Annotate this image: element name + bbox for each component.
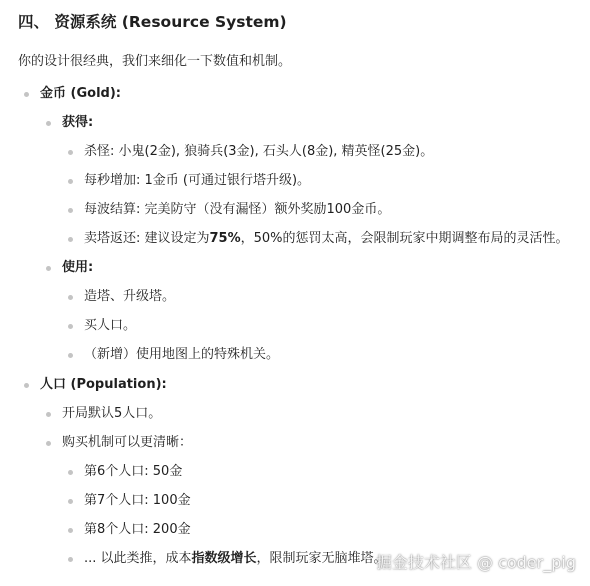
list-item xyxy=(40,433,588,569)
bullet-icon xyxy=(68,557,73,562)
list-item-text: 开局默认5人口。 xyxy=(62,406,162,421)
gold-item xyxy=(18,84,588,365)
list-item xyxy=(40,404,588,424)
bullet-icon xyxy=(68,295,73,300)
intro-paragraph: 你的设计很经典，我们来细化一下数值和机制。 xyxy=(18,54,292,69)
sell-prefix: 卖塔返还: 建议设定为 xyxy=(84,231,210,246)
sell-suffix: ，50%的惩罚太高，会限制玩家中期调整布局的灵活性。 xyxy=(240,231,569,246)
list-item xyxy=(62,287,588,307)
growth-suffix: ，限制玩家无脑堆塔。 xyxy=(256,551,387,566)
list-item xyxy=(62,171,588,191)
list-item-text: 每波结算: 完美防守（没有漏怪）额外奖励100金币。 xyxy=(84,202,391,217)
list-item xyxy=(62,345,588,365)
bullet-icon xyxy=(46,441,51,446)
bullet-icon xyxy=(68,237,73,242)
watermark: 掘金技术社区 @ coder_pig xyxy=(375,553,576,572)
bullet-icon xyxy=(68,470,73,475)
population-item xyxy=(18,375,588,569)
list-item xyxy=(62,200,588,220)
bullet-icon xyxy=(24,383,29,388)
list-item-text xyxy=(84,229,588,249)
sell-percentage: 75% xyxy=(209,231,241,246)
list-item-text: 第6个人口: 50金 xyxy=(84,464,183,479)
gold-title: 金币 (Gold): xyxy=(40,86,121,101)
list-item-text: 每秒增加: 1金币 (可通过银行塔升级)。 xyxy=(84,173,311,188)
population-title: 人口 (Population): xyxy=(40,377,167,392)
gold-use-list xyxy=(62,287,588,365)
document xyxy=(18,8,588,569)
resource-list xyxy=(18,84,588,569)
gold-obtain-item xyxy=(40,113,588,249)
bullet-icon xyxy=(68,353,73,358)
bullet-icon xyxy=(68,528,73,533)
bullet-icon xyxy=(46,266,51,271)
list-item xyxy=(62,462,588,482)
gold-use-item xyxy=(40,258,588,365)
list-item-text: 第7个人口: 100金 xyxy=(84,493,191,508)
growth-emphasis: 指数级增长 xyxy=(191,551,257,566)
bullet-icon xyxy=(46,121,51,126)
bullet-icon xyxy=(68,324,73,329)
growth-prefix: ... 以此类推，成本 xyxy=(84,551,192,566)
gold-sublist xyxy=(40,113,588,365)
population-sublist xyxy=(40,404,588,569)
gold-obtain-list xyxy=(62,142,588,249)
list-item-text: 第8个人口: 200金 xyxy=(84,522,191,537)
bullet-icon xyxy=(68,150,73,155)
bullet-icon xyxy=(24,92,29,97)
section-heading: 四、 资源系统 (Resource System) xyxy=(18,13,287,31)
bullet-icon xyxy=(68,499,73,504)
list-item-text: 杀怪: 小鬼(2金), 狼骑兵(3金), 石头人(8金), 精英怪(25金)。 xyxy=(84,144,434,159)
bullet-icon xyxy=(68,208,73,213)
list-item xyxy=(62,229,588,249)
list-item-text: 造塔、升级塔。 xyxy=(84,289,176,304)
list-item-text: （新增）使用地图上的特殊机关。 xyxy=(84,347,280,362)
list-item-text: 买人口。 xyxy=(84,318,137,333)
bullet-icon xyxy=(46,412,51,417)
list-item xyxy=(62,316,588,336)
list-item-text: 购买机制可以更清晰： xyxy=(62,435,193,450)
gold-obtain-title: 获得: xyxy=(62,115,94,130)
list-item xyxy=(62,491,588,511)
list-item xyxy=(62,142,588,162)
list-item xyxy=(62,520,588,540)
bullet-icon xyxy=(68,179,73,184)
gold-use-title: 使用: xyxy=(62,260,94,275)
